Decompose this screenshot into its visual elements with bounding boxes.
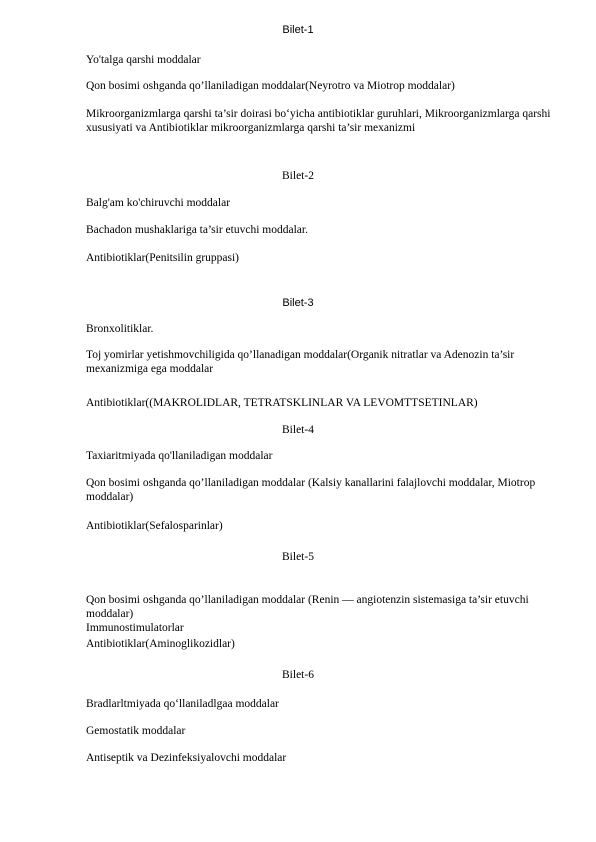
ticket-item: Bachadon mushaklariga ta’sir etuvchi moddalar. (86, 224, 308, 236)
ticket-title: Bilet-1 (282, 24, 314, 36)
ticket-title: Bilet-2 (282, 170, 314, 182)
ticket-item: Immunostimulatorlar (86, 622, 184, 634)
ticket-item: Antibiotiklar(Sefalosparinlar) (86, 520, 223, 532)
ticket-title: Bilet-5 (282, 551, 314, 563)
ticket-item: Bradlarltmiyada qo‘llaniladlgaa moddalar (86, 698, 279, 710)
ticket-item: Qon bosimi oshganda qo’llaniladigan moddalar (Kalsiy kanallarini falajlovchi moddalar, Miotrop moddalar) (86, 477, 536, 503)
ticket-item: Gemostatik moddalar (86, 725, 186, 737)
ticket-item: Qon bosimi oshganda qo’llaniladigan moddalar(Neyrotro va Miotrop moddalar) (86, 80, 455, 92)
ticket-item: Taxiaritmiyada qo'llaniladigan moddalar (86, 450, 273, 462)
ticket-item: Antibiotiklar(Penitsilin gruppasi) (86, 252, 239, 264)
ticket-title: Bilet-3 (282, 297, 314, 309)
ticket-item: Bronxolitiklar. (86, 323, 154, 335)
ticket-title: Bilet-4 (282, 424, 314, 436)
ticket-item: Antiseptik va Dezinfeksiyalovchi moddalar (86, 752, 287, 764)
ticket-item: Balg'am ko'chiruvchi moddalar (86, 197, 231, 209)
ticket-item: Toj yomirlar yetishmovchiligida qo’llanadigan moddalar(Organik nitratlar va Adenozin ta’sir mexanizmiga ega moddalar (86, 349, 515, 375)
ticket-item: Mikroorganizmlarga qarshi ta’sir doirasi bo‘yicha antibiotiklar guruhlari, Mikroorganizmlarga qarshi xususiyati va Antibiotiklar mikroorganizmlarga qarshi ta’sir mexanizmi (86, 108, 551, 134)
ticket-item: Yo'talga qarshi moddalar (86, 54, 201, 66)
ticket-title: Bilet-6 (282, 669, 314, 681)
ticket-item: Antibiotiklar(Aminoglikozidlar) (86, 638, 235, 650)
ticket-item: Antibiotiklar((MAKROLIDLAR, TETRATSKLINLAR VA LEVOMTTSETINLAR) (86, 397, 478, 409)
ticket-item: Qon bosimi oshganda qo’llaniladigan moddalar (Renin — angiotenzin sistemasiga ta’sir etuvchi moddalar) (86, 594, 529, 620)
